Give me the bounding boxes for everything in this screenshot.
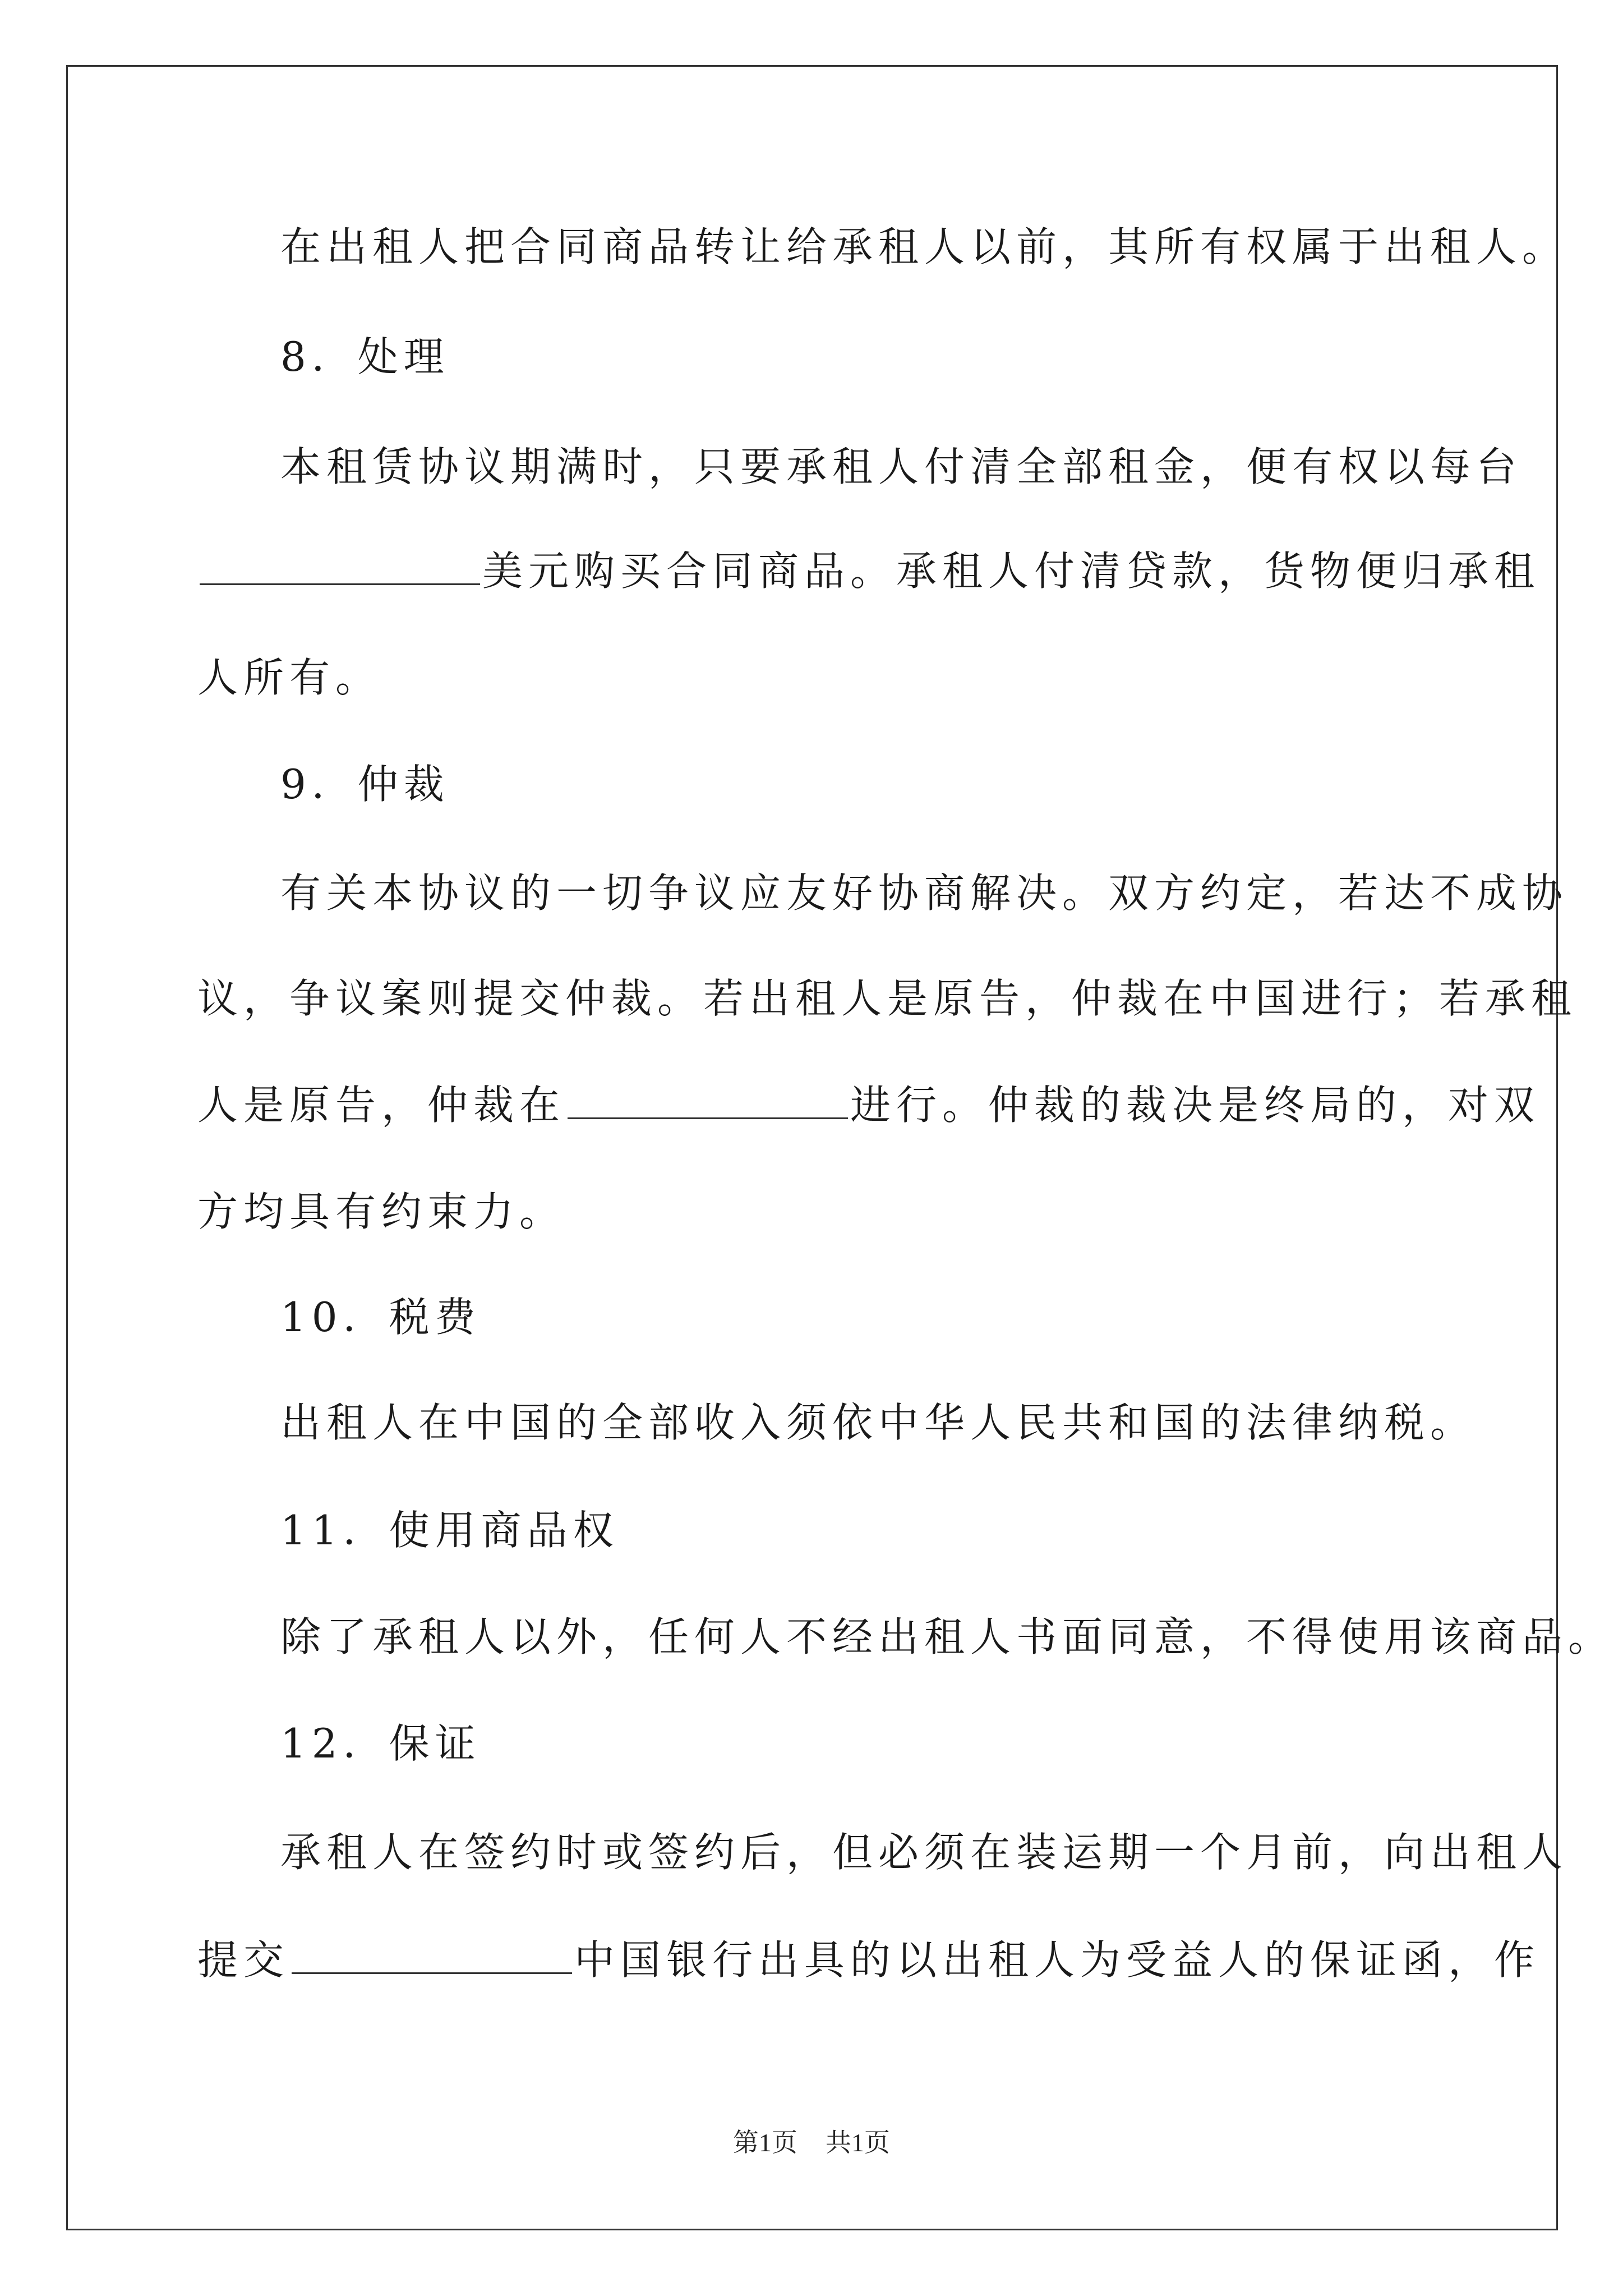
text-line: 除了承租人以外，任何人不经出租人书面同意，不得使用该商品。 xyxy=(280,1613,1615,1660)
text-line xyxy=(197,1936,1541,1984)
section-heading-8: 8．处理 xyxy=(280,333,450,380)
text-run: 人是原告，仲裁在 xyxy=(197,1082,566,1129)
fill-blank[interactable] xyxy=(568,1084,848,1119)
text-line: 方均具有约束力。 xyxy=(197,1188,566,1235)
text-run: 美元购买合同商品。承租人付清贷款，货物便归承租 xyxy=(482,547,1541,595)
text-run: 中国银行出具的以出租人为受益人的保证函，作 xyxy=(574,1936,1541,1984)
text-line: 承租人在签约时或签约后，但必须在装运期一个月前，向出租人 xyxy=(280,1829,1569,1876)
text-line: 人所有。 xyxy=(197,654,382,701)
page-footer xyxy=(0,2129,1623,2157)
page-number-current: 第1页 xyxy=(733,2128,797,2157)
text-line: 议，争议案则提交仲裁。若出租人是原告，仲裁在中国进行；若承租 xyxy=(197,975,1578,1022)
page-number-total: 共1页 xyxy=(826,2128,890,2157)
text-run: 进行。仲裁的裁决是终局的，对双 xyxy=(850,1082,1541,1129)
text-line xyxy=(197,1082,1541,1129)
section-heading-12: 12．保证 xyxy=(280,1720,481,1767)
fill-blank[interactable] xyxy=(292,1939,572,1974)
text-line: 在出租人把合同商品转让给承租人以前，其所有权属于出租人。 xyxy=(280,223,1569,270)
text-line: 出租人在中国的全部收入须依中华人民共和国的法律纳税。 xyxy=(280,1399,1477,1446)
page-border xyxy=(66,65,1558,2230)
fill-blank[interactable] xyxy=(200,550,480,585)
text-run: 提交 xyxy=(197,1936,290,1984)
text-line xyxy=(197,547,1541,595)
text-line: 有关本协议的一切争议应友好协商解决。双方约定，若达不成协 xyxy=(280,869,1569,917)
section-heading-10: 10．税费 xyxy=(280,1294,481,1341)
section-heading-11: 11．使用商品权 xyxy=(280,1507,619,1554)
text-line: 本租赁协议期满时，只要承租人付清全部租金，便有权以每台 xyxy=(280,443,1523,490)
section-heading-9: 9．仲裁 xyxy=(280,761,450,808)
